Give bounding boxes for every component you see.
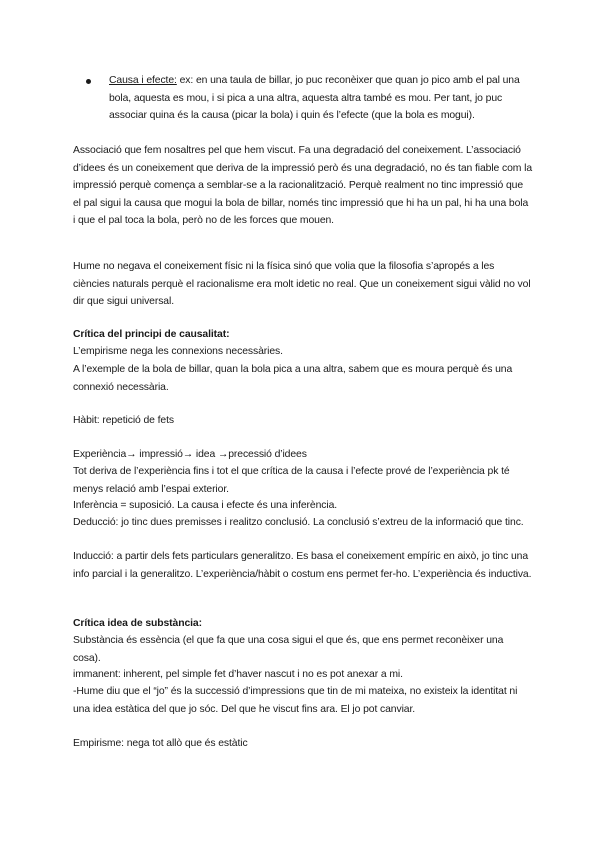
paragraph-empirism-static: Empirisme: nega tot allò que és estàtic — [73, 738, 248, 749]
paragraph-billiard: A l’exemple de la bola de billar, quan la bola pica a una altra, sabem que es moura perquè és una connexió necessària. — [73, 364, 513, 393]
paragraph-experience-chain: Experiència→ impressió→ idea →precessió d’idees — [73, 449, 307, 460]
paragraph-hume: Hume no negava el coneixement físic ni la física sinó que volia que la filosofia s’apropés a les ciències naturals perquè el racionalisme era molt idetic no real. Que un coneixement sigui vàlid no vol dir que sigui universal. — [73, 261, 531, 308]
paragraph-everything-derives: Tot deriva de l’experiència fins i tot el que crítica de la causa i l’efecte prové de l’experiència pk té menys relació amb l’espai exterior. — [73, 466, 510, 495]
bullet-dot-icon — [86, 79, 91, 84]
bullet-term: Causa i efecte: — [109, 75, 177, 86]
heading-substance: Crítica idea de substància: — [73, 618, 202, 629]
paragraph-deduction: Deducció: jo tinc dues premisses i realitzo conclusió. La conclusió s’extreu de la informació que tinc. — [73, 517, 524, 528]
paragraph-association: Associació que fem nosaltres pel que hem viscut. Fa una degradació del coneixement. L’associació d’idees és un coneixement que deriva de la impressió però és una degradació, no és tan fiable com la impressió perquè comença a semblar-se a la racionalització. Perquè realment no tinc impressió que el pal sigui la causa que mogui la bola de billar, només tinc impressió que hi ha un pal, hi ha una bola i que el pal toca la bola, però no de les forces que mouen. — [73, 145, 533, 227]
paragraph-substance: Substància és essència (el que fa que una cosa sigui el que és, que ens permet reconèixer una cosa). — [73, 635, 504, 664]
paragraph-self: -Hume diu que el “jo” és la successió d’impressions que tin de mi mateixa, no existeix la identitat ni una idea estàtica del que jo sóc. Del que he viscut fins ara. El jo pot canviar. — [73, 686, 518, 715]
paragraph-empirism-connections: L’empirisme nega les connexions necessàries. — [73, 346, 283, 357]
paragraph-induction: Inducció: a partir dels fets particulars generalitzo. Es basa el coneixement empíric en això, jo tinc una info parcial i la generalitzo. L’experiència/hàbit o costum ens permet fer-ho. L’experiència és inductiva. — [73, 551, 532, 580]
bullet-item — [88, 72, 528, 125]
bullet-text — [109, 72, 528, 125]
paragraph-habit: Hàbit: repetició de fets — [73, 415, 174, 426]
heading-causality: Crítica del principi de causalitat: — [73, 329, 230, 340]
paragraph-inference: Inferència = suposició. La causa i efecte és una inferència. — [73, 500, 338, 511]
bullet-body: ex: en una taula de billar, jo puc reconèixer que quan jo pico amb el pal una bola, aquesta es mou, i si pica a una altra, aquesta altra també es mou. Per tant, jo puc associar quina és la causa (picar la bola) i quin és l’efecte (que la bola es mogui). — [109, 75, 520, 122]
paragraph-immanent: immanent: inherent, pel simple fet d’haver nascut i no es pot anexar a mi. — [73, 669, 403, 680]
